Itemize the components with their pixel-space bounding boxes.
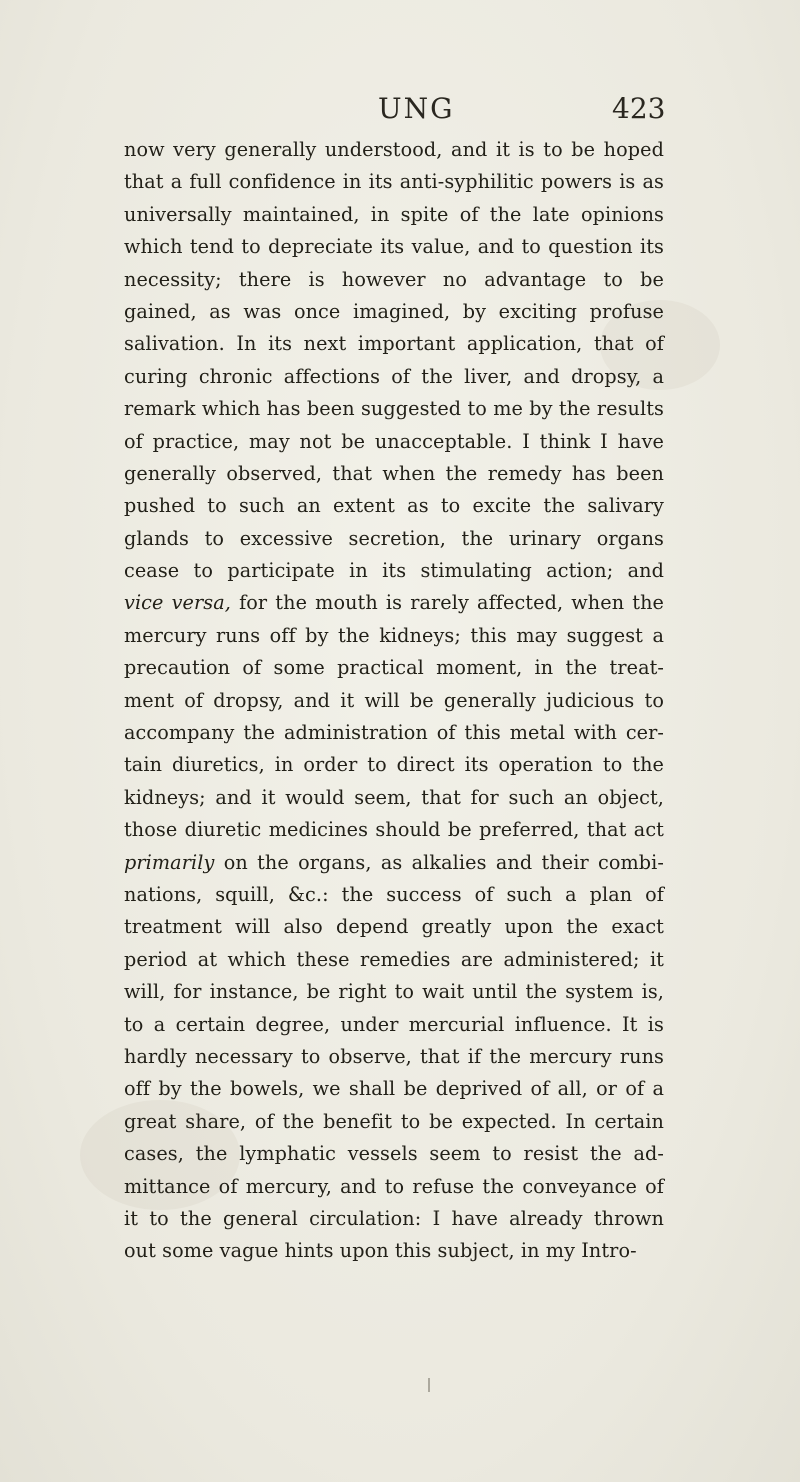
text-line: salivation. In its next important application, that of [124, 332, 664, 356]
text-line: curing chronic affections of the liver, and dropsy, a [124, 364, 664, 388]
margin-mark [428, 1378, 430, 1392]
text-line: those diuretic medicines should be preferred, that act [124, 818, 664, 842]
text-segment: for the mouth is rarely affected, when the [230, 591, 664, 615]
text-line: ment of dropsy, and it will be generally judicious to [124, 688, 664, 712]
italic-text: primarily [124, 850, 215, 874]
text-line: it to the general circulation: I have already thrown [124, 1206, 664, 1230]
text-line [124, 847, 664, 879]
text-line: cases, the lymphatic vessels seem to resist the ad- [124, 1142, 664, 1166]
text-line: pushed to such an extent as to excite the salivary [124, 494, 664, 518]
text-line: great share, of the benefit to be expected. In certain [124, 1109, 664, 1133]
text-line: to a certain degree, under mercurial influence. It is [124, 1012, 664, 1036]
page-number: 423 [612, 92, 666, 125]
text-line: necessity; there is however no advantage to be [124, 267, 664, 291]
text-segment: on the organs, as alkalies and their combi- [214, 850, 664, 874]
text-line: universally maintained, in spite of the late opinions [124, 202, 664, 226]
body-text [124, 134, 664, 1268]
text-line: that a full confidence in its anti-syphilitic powers is as [124, 170, 664, 194]
text-line: kidneys; and it would seem, that for such an object, [124, 785, 664, 809]
text-line: glands to excessive secretion, the urinary organs [124, 526, 664, 550]
text-line: hardly necessary to observe, that if the mercury runs [124, 1044, 664, 1068]
italic-text: vice versa, [124, 591, 231, 615]
text-line: remark which has been suggested to me by the results [124, 397, 664, 421]
text-line: accompany the administration of this metal with cer- [124, 721, 664, 745]
text-line: will, for instance, be right to wait until the system is, [124, 980, 664, 1004]
text-line: cease to participate in its stimulating action; and [124, 559, 664, 583]
text-line: generally observed, that when the remedy has been [124, 461, 664, 485]
page-header [0, 92, 800, 132]
text-line: gained, as was once imagined, by exciting profuse [124, 299, 664, 323]
text-line: out some vague hints upon this subject, in my Intro- [124, 1239, 637, 1263]
text-line: now very generally understood, and it is to be hoped [124, 138, 664, 161]
text-line: treatment will also depend greatly upon the exact [124, 915, 664, 939]
running-head: UNG [378, 92, 455, 125]
text-line: tain diuretics, in order to direct its operation to the [124, 753, 664, 777]
text-line: nations, squill, &c.: the success of such a plan of [124, 882, 664, 906]
text-line: period at which these remedies are administered; it [124, 947, 664, 971]
text-line: precaution of some practical moment, in the treat- [124, 656, 664, 680]
text-line: mittance of mercury, and to refuse the conveyance of [124, 1174, 664, 1198]
text-line: which tend to depreciate its value, and to question its [124, 235, 664, 259]
text-line: mercury runs off by the kidneys; this may suggest a [124, 623, 664, 647]
text-line: of practice, may not be unacceptable. I think I have [124, 429, 664, 453]
text-line: off by the bowels, we shall be deprived of all, or of a [124, 1077, 664, 1101]
text-line [124, 587, 664, 619]
